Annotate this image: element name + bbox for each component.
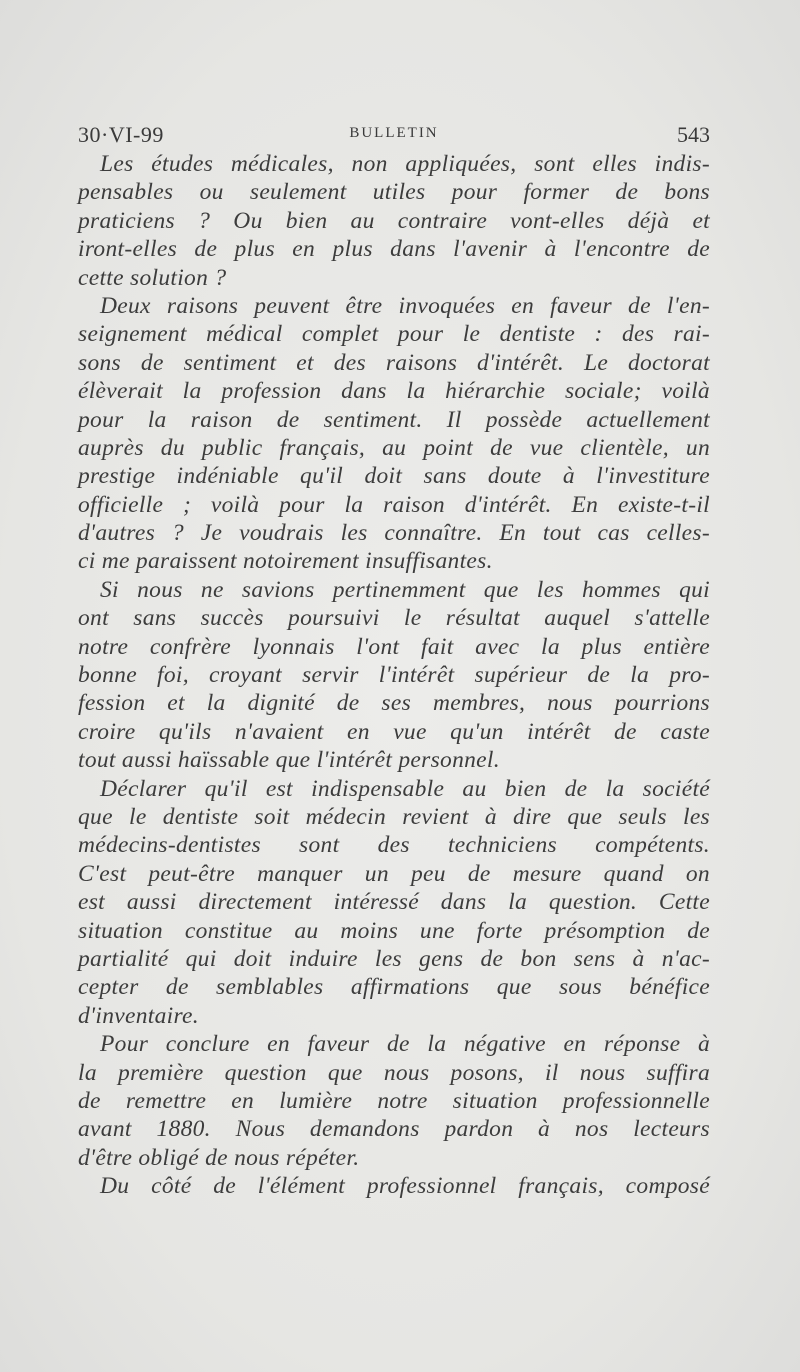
page-number: 543 [677,122,710,147]
text-line: ci me paraissent notoirement insuffisantes. [78,548,493,575]
text-line: auprès du public français, au point de vue clientèle, un [78,434,710,461]
text-line: C'est peut-être manquer un peu de mesure quand on [78,860,710,887]
text-line: cette solution ? [78,264,227,291]
text-line: Déclarer qu'il est indispensable au bien de la société [100,775,710,802]
text-line: Deux raisons peuvent être invoquées en faveur de l'en- [100,292,710,319]
text-line: croire qu'ils n'avaient en vue qu'un intérêt de caste [78,718,710,745]
text-line: médecins-dentistes sont des techniciens compétents. [78,832,710,859]
text-line: élèverait la profession dans la hiérarchie sociale; voilà [78,378,710,405]
text-line: officielle ; voilà pour la raison d'intérêt. En existe-t-il [78,491,710,518]
text-line: de remettre en lumière notre situation professionnelle [78,1087,710,1114]
text-line: fession et la dignité de ses membres, nous pourrions [78,690,710,717]
text-line: d'inventaire. [78,1002,199,1029]
text-line: d'être obligé de nous répéter. [78,1144,360,1171]
text-line: prestige indéniable qu'il doit sans doute à l'investiture [78,463,710,490]
text-line: est aussi directement intéressé dans la question. Cette [78,889,710,916]
text-line: d'autres ? Je voudrais les connaître. En tout cas celles- [78,520,710,547]
body-text [78,150,710,1200]
text-line: pour la raison de sentiment. Il possède actuellement [78,406,710,433]
text-line: avant 1880. Nous demandons pardon à nos lecteurs [78,1116,710,1143]
text-line: bonne foi, croyant servir l'intérêt supérieur de la pro- [78,662,710,689]
text-line: Les études médicales, non appliquées, sont elles indis- [100,151,710,177]
text-line: notre confrère lyonnais l'ont fait avec la plus entière [78,633,710,660]
text-line: ont sans succès poursuivi le résultat auquel s'attelle [78,605,710,632]
header-title: BULLETIN [349,125,439,141]
text-line: tout aussi haïssable que l'intérêt personnel. [78,747,500,774]
text-line: Si nous ne savions pertinemment que les hommes qui [100,576,710,603]
text-line: pensables ou seulement utiles pour former de bons [78,179,710,206]
text-line: seignement médical complet pour le dentiste : des rai- [78,321,710,348]
text-line: la première question que nous posons, il nous suffira [78,1059,710,1086]
text-line: Pour conclure en faveur de la négative en réponse à [100,1031,710,1058]
text-line: que le dentiste soit médecin revient à dire que seuls les [78,803,710,830]
header-date: 30·VI-99 [78,122,164,147]
text-line: praticiens ? Ou bien au contraire vont-elles déjà et [78,207,710,234]
text-line: situation constitue au moins une forte présomption de [78,917,710,944]
text-line: Du côté de l'élément professionnel français, composé [100,1173,710,1200]
text-line: cepter de semblables affirmations que sous bénéfice [78,974,710,1001]
text-line: sons de sentiment et des raisons d'intérêt. Le doctorat [78,349,710,376]
text-line: iront-elles de plus en plus dans l'avenir à l'encontre de [78,236,710,263]
text-line: partialité qui doit induire les gens de bon sens à n'ac- [78,945,710,972]
